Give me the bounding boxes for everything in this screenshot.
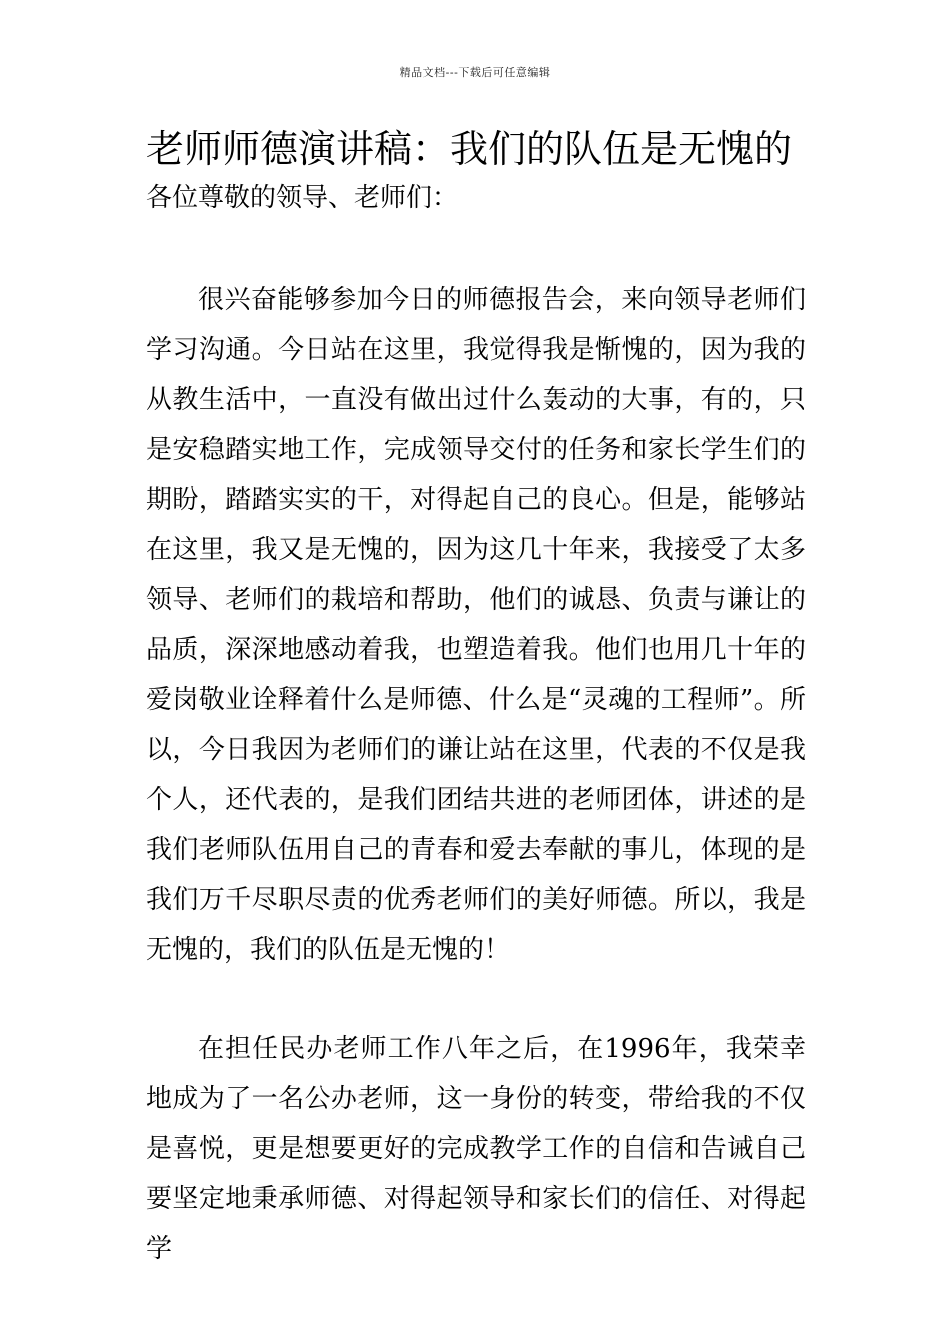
header-note: 精品文档---下载后可任意编辑 [399,66,551,79]
body-paragraph: 在担任民办老师工作八年之后，在1996年，我荣幸地成为了一名公办老师，这一身份的转变，带给我的不仅是喜悦，更是想要更好的完成教学工作的自信和告诫自己要坚定地秉承师德、对得起领导和家长们的信任、对得起学 [146,1034,806,1264]
salutation: 各位尊敬的领导、老师们： [146,183,459,213]
document-title: 老师师德演讲稿：我们的队伍是无愧的 [146,127,793,171]
body-paragraph: 很兴奋能够参加今日的师德报告会，来向领导老师们学习沟通。今日站在这里，我觉得我是惭愧的，因为我的从教生活中，一直没有做出过什么轰动的大事，有的，只是安稳踏实地工作，完成领导交付的任务和家长学生们的期盼，踏踏实实的干，对得起自己的良心。但是，能够站在这里，我又是无愧的，因为这几十年来，我接受了太多领导、老师们的栽培和帮助，他们的诚恳、负责与谦让的品质，深深地感动着我，也塑造着我。他们也用几十年的爱岗敬业诠释着什么是师德、什么是“灵魂的工程师”。所以，今日我因为老师们的谦让站在这里，代表的不仅是我个人，还代表的，是我们团结共进的老师团体，讲述的是我们老师队伍用自己的青春和爱去奉献的事儿，体现的是我们万千尽职尽责的优秀老师们的美好师德。所以，我是无愧的，我们的队伍是无愧的！ [146,285,806,965]
